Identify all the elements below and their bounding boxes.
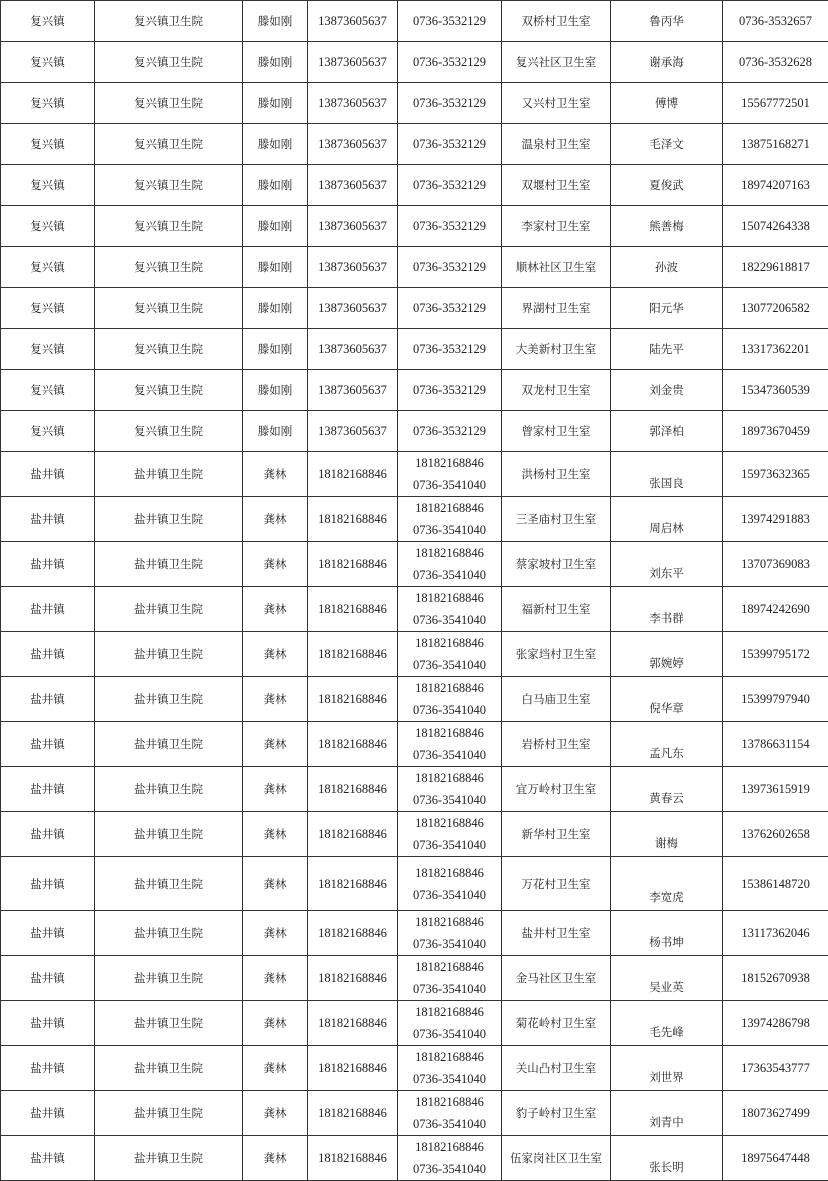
director-cell: 龚林: [243, 632, 308, 677]
town-cell: 复兴镇: [1, 370, 95, 411]
town-cell: 盐井镇: [1, 587, 95, 632]
director-cell: 滕如刚: [243, 42, 308, 83]
director-cell: 龚林: [243, 542, 308, 587]
doctor-name-cell: 鲁丙华: [611, 1, 723, 42]
landline-line: 0736-3541040: [398, 1113, 501, 1135]
doctor-name-cell: 孟凡东: [611, 722, 723, 767]
doctor-name-cell: 吴业英: [611, 956, 723, 1001]
hospital-cell: 复兴镇卫生院: [95, 247, 243, 288]
hospital-phone-cell: 0736-3532129: [398, 329, 502, 370]
director-mobile-cell: 18182168846: [308, 812, 398, 857]
director-cell: 龚林: [243, 722, 308, 767]
doctor-name-cell: 杨书坤: [611, 911, 723, 956]
clinic-phone-cell: 18975647448: [723, 1136, 828, 1181]
director-mobile-cell: 13873605637: [308, 42, 398, 83]
town-cell: 盐井镇: [1, 1046, 95, 1091]
clinic-phone-cell: 15347360539: [723, 370, 828, 411]
director-cell: 滕如刚: [243, 370, 308, 411]
director-cell: 龚林: [243, 497, 308, 542]
director-cell: 龚林: [243, 452, 308, 497]
hospital-cell: 盐井镇卫生院: [95, 677, 243, 722]
director-mobile-cell: 18182168846: [308, 632, 398, 677]
clinic-name-cell: 福新村卫生室: [502, 587, 611, 632]
mobile-line: 18182168846: [398, 812, 501, 834]
table-row: [1, 497, 828, 542]
town-cell: 盐井镇: [1, 452, 95, 497]
mobile-line: 18182168846: [398, 1136, 501, 1158]
hospital-phone-cell: [398, 497, 502, 542]
director-mobile-cell: 18182168846: [308, 497, 398, 542]
table-row: [1, 812, 828, 857]
hospital-cell: 盐井镇卫生院: [95, 911, 243, 956]
hospital-phone-cell: [398, 542, 502, 587]
town-cell: 盐井镇: [1, 632, 95, 677]
town-cell: 盐井镇: [1, 812, 95, 857]
town-cell: 复兴镇: [1, 247, 95, 288]
hospital-phone-cell: 0736-3532129: [398, 206, 502, 247]
table-row: [1, 722, 828, 767]
clinic-phone-cell: 18974242690: [723, 587, 828, 632]
clinic-name-cell: 又兴村卫生室: [502, 83, 611, 124]
director-cell: 龚林: [243, 1046, 308, 1091]
clinic-phone-cell: 13117362046: [723, 911, 828, 956]
landline-line: 0736-3541040: [398, 884, 501, 906]
table-row: [1, 911, 828, 956]
hospital-phone-cell: 0736-3532129: [398, 165, 502, 206]
director-mobile-cell: 13873605637: [308, 288, 398, 329]
clinic-phone-cell: 13875168271: [723, 124, 828, 165]
landline-line: 0736-3541040: [398, 834, 501, 856]
town-cell: 复兴镇: [1, 206, 95, 247]
town-cell: 复兴镇: [1, 1, 95, 42]
hospital-cell: 盐井镇卫生院: [95, 857, 243, 911]
director-cell: 滕如刚: [243, 206, 308, 247]
doctor-name-cell: 李书群: [611, 587, 723, 632]
clinic-name-cell: 曾家村卫生室: [502, 411, 611, 452]
table-row: [1, 587, 828, 632]
doctor-name-cell: 郭泽柏: [611, 411, 723, 452]
director-cell: 龚林: [243, 956, 308, 1001]
clinic-phone-cell: 15973632365: [723, 452, 828, 497]
hospital-phone-cell: [398, 1091, 502, 1136]
clinic-name-cell: 伍家岗社区卫生室: [502, 1136, 611, 1181]
hospital-cell: 盐井镇卫生院: [95, 632, 243, 677]
clinic-phone-cell: 13974291883: [723, 497, 828, 542]
clinic-phone-cell: 13974286798: [723, 1001, 828, 1046]
hospital-cell: 盐井镇卫生院: [95, 1001, 243, 1046]
hospital-phone-cell: 0736-3532129: [398, 411, 502, 452]
clinic-phone-cell: 17363543777: [723, 1046, 828, 1091]
landline-line: 0736-3541040: [398, 699, 501, 721]
table-row: [1, 1136, 828, 1181]
director-mobile-cell: 18182168846: [308, 1091, 398, 1136]
director-mobile-cell: 18182168846: [308, 911, 398, 956]
hospital-phone-cell: [398, 1001, 502, 1046]
clinic-phone-cell: 15399797940: [723, 677, 828, 722]
director-cell: 滕如刚: [243, 411, 308, 452]
clinic-phone-cell: 13762602658: [723, 812, 828, 857]
clinic-phone-cell: 13707369083: [723, 542, 828, 587]
table-row: [1, 767, 828, 812]
doctor-name-cell: 刘金贵: [611, 370, 723, 411]
clinic-name-cell: 万花村卫生室: [502, 857, 611, 911]
director-cell: 龚林: [243, 1091, 308, 1136]
hospital-phone-cell: 0736-3532129: [398, 83, 502, 124]
landline-line: 0736-3541040: [398, 1158, 501, 1180]
clinic-phone-cell: 13973615919: [723, 767, 828, 812]
table-row: [1, 1091, 828, 1136]
hospital-cell: 复兴镇卫生院: [95, 288, 243, 329]
landline-line: 0736-3541040: [398, 474, 501, 496]
hospital-cell: 复兴镇卫生院: [95, 329, 243, 370]
director-mobile-cell: 13873605637: [308, 206, 398, 247]
mobile-line: 18182168846: [398, 956, 501, 978]
landline-line: 0736-3541040: [398, 609, 501, 631]
hospital-phone-cell: [398, 1046, 502, 1091]
town-cell: 盐井镇: [1, 956, 95, 1001]
table-row: [1, 452, 828, 497]
director-cell: 滕如刚: [243, 165, 308, 206]
director-mobile-cell: 18182168846: [308, 587, 398, 632]
table-row: [1, 370, 828, 411]
doctor-name-cell: 刘青中: [611, 1091, 723, 1136]
hospital-cell: 盐井镇卫生院: [95, 587, 243, 632]
clinic-phone-cell: 18073627499: [723, 1091, 828, 1136]
hospital-cell: 盐井镇卫生院: [95, 956, 243, 1001]
director-mobile-cell: 13873605637: [308, 370, 398, 411]
doctor-name-cell: 傅博: [611, 83, 723, 124]
table-row: [1, 206, 828, 247]
hospital-phone-cell: [398, 587, 502, 632]
table-row: [1, 247, 828, 288]
director-cell: 滕如刚: [243, 247, 308, 288]
director-mobile-cell: 18182168846: [308, 542, 398, 587]
director-mobile-cell: 13873605637: [308, 83, 398, 124]
mobile-line: 18182168846: [398, 911, 501, 933]
director-cell: 滕如刚: [243, 1, 308, 42]
hospital-cell: 盐井镇卫生院: [95, 542, 243, 587]
landline-line: 0736-3541040: [398, 933, 501, 955]
table-row: [1, 956, 828, 1001]
clinic-name-cell: 双堰村卫生室: [502, 165, 611, 206]
clinic-name-cell: 温泉村卫生室: [502, 124, 611, 165]
doctor-name-cell: 夏俊武: [611, 165, 723, 206]
doctor-name-cell: 张国良: [611, 452, 723, 497]
hospital-phone-cell: [398, 1136, 502, 1181]
mobile-line: 18182168846: [398, 677, 501, 699]
clinic-name-cell: 双桥村卫生室: [502, 1, 611, 42]
clinic-name-cell: 豹子岭村卫生室: [502, 1091, 611, 1136]
hospital-phone-cell: 0736-3532129: [398, 42, 502, 83]
landline-line: 0736-3541040: [398, 1068, 501, 1090]
director-cell: 龚林: [243, 1136, 308, 1181]
town-cell: 盐井镇: [1, 1091, 95, 1136]
hospital-cell: 盐井镇卫生院: [95, 812, 243, 857]
director-mobile-cell: 18182168846: [308, 857, 398, 911]
director-mobile-cell: 18182168846: [308, 452, 398, 497]
director-cell: 龚林: [243, 767, 308, 812]
landline-line: 0736-3541040: [398, 519, 501, 541]
mobile-line: 18182168846: [398, 452, 501, 474]
hospital-cell: 复兴镇卫生院: [95, 42, 243, 83]
mobile-line: 18182168846: [398, 542, 501, 564]
landline-line: 0736-3541040: [398, 564, 501, 586]
town-cell: 盐井镇: [1, 1001, 95, 1046]
hospital-phone-cell: [398, 956, 502, 1001]
doctor-name-cell: 刘世界: [611, 1046, 723, 1091]
director-mobile-cell: 18182168846: [308, 677, 398, 722]
director-mobile-cell: 18182168846: [308, 956, 398, 1001]
hospital-cell: 盐井镇卫生院: [95, 497, 243, 542]
doctor-name-cell: 张长明: [611, 1136, 723, 1181]
mobile-line: 18182168846: [398, 497, 501, 519]
director-mobile-cell: 18182168846: [308, 722, 398, 767]
doctor-name-cell: 陆先平: [611, 329, 723, 370]
town-cell: 盐井镇: [1, 911, 95, 956]
hospital-phone-cell: 0736-3532129: [398, 1, 502, 42]
director-cell: 滕如刚: [243, 329, 308, 370]
mobile-line: 18182168846: [398, 722, 501, 744]
town-cell: 盐井镇: [1, 677, 95, 722]
clinic-name-cell: 三圣庙村卫生室: [502, 497, 611, 542]
table-row: [1, 288, 828, 329]
table-row: [1, 83, 828, 124]
table-row: [1, 1, 828, 42]
clinic-phone-cell: 15074264338: [723, 206, 828, 247]
hospital-cell: 复兴镇卫生院: [95, 411, 243, 452]
clinic-phone-cell: 0736-3532657: [723, 1, 828, 42]
hospital-cell: 盐井镇卫生院: [95, 1136, 243, 1181]
director-mobile-cell: 13873605637: [308, 165, 398, 206]
hospital-cell: 复兴镇卫生院: [95, 370, 243, 411]
hospital-cell: 盐井镇卫生院: [95, 722, 243, 767]
doctor-name-cell: 黄春云: [611, 767, 723, 812]
hospital-cell: 盐井镇卫生院: [95, 1091, 243, 1136]
clinic-name-cell: 蔡家坡村卫生室: [502, 542, 611, 587]
hospital-cell: 复兴镇卫生院: [95, 165, 243, 206]
doctor-name-cell: 谢承海: [611, 42, 723, 83]
clinic-name-cell: 顺林社区卫生室: [502, 247, 611, 288]
clinic-phone-cell: 18973670459: [723, 411, 828, 452]
town-cell: 盐井镇: [1, 767, 95, 812]
table-row: [1, 411, 828, 452]
clinic-phone-cell: 15399795172: [723, 632, 828, 677]
director-mobile-cell: 13873605637: [308, 1, 398, 42]
director-mobile-cell: 13873605637: [308, 247, 398, 288]
mobile-line: 18182168846: [398, 587, 501, 609]
table-row: [1, 542, 828, 587]
mobile-line: 18182168846: [398, 1046, 501, 1068]
doctor-name-cell: 周启林: [611, 497, 723, 542]
doctor-name-cell: 孙波: [611, 247, 723, 288]
director-mobile-cell: 13873605637: [308, 411, 398, 452]
landline-line: 0736-3541040: [398, 744, 501, 766]
director-cell: 龚林: [243, 587, 308, 632]
mobile-line: 18182168846: [398, 1001, 501, 1023]
clinic-name-cell: 新华村卫生室: [502, 812, 611, 857]
mobile-line: 18182168846: [398, 862, 501, 884]
clinic-name-cell: 界湖村卫生室: [502, 288, 611, 329]
town-cell: 盐井镇: [1, 497, 95, 542]
director-cell: 滕如刚: [243, 288, 308, 329]
clinic-name-cell: 岩桥村卫生室: [502, 722, 611, 767]
hospital-cell: 复兴镇卫生院: [95, 206, 243, 247]
clinic-phone-cell: 13317362201: [723, 329, 828, 370]
town-cell: 复兴镇: [1, 329, 95, 370]
director-mobile-cell: 13873605637: [308, 124, 398, 165]
hospital-phone-cell: [398, 857, 502, 911]
hospital-phone-cell: [398, 632, 502, 677]
doctor-name-cell: 熊善梅: [611, 206, 723, 247]
table-row: [1, 165, 828, 206]
clinic-name-cell: 大美新村卫生室: [502, 329, 611, 370]
landline-line: 0736-3541040: [398, 654, 501, 676]
director-cell: 龚林: [243, 857, 308, 911]
table-row: [1, 632, 828, 677]
hospital-phone-cell: 0736-3532129: [398, 247, 502, 288]
table-row: [1, 1001, 828, 1046]
table-row: [1, 857, 828, 911]
clinic-phone-cell: 13786631154: [723, 722, 828, 767]
hospital-phone-cell: [398, 812, 502, 857]
doctor-name-cell: 谢梅: [611, 812, 723, 857]
hospital-cell: 复兴镇卫生院: [95, 124, 243, 165]
doctor-name-cell: 刘东平: [611, 542, 723, 587]
table-row: [1, 329, 828, 370]
clinic-name-cell: 双龙村卫生室: [502, 370, 611, 411]
hospital-cell: 盐井镇卫生院: [95, 767, 243, 812]
director-cell: 龚林: [243, 911, 308, 956]
town-cell: 盐井镇: [1, 857, 95, 911]
director-mobile-cell: 13873605637: [308, 329, 398, 370]
doctor-name-cell: 李宽虎: [611, 857, 723, 911]
director-cell: 龚林: [243, 812, 308, 857]
clinic-phone-cell: 15386148720: [723, 857, 828, 911]
town-cell: 复兴镇: [1, 165, 95, 206]
town-cell: 复兴镇: [1, 83, 95, 124]
hospital-phone-cell: [398, 677, 502, 722]
table-body: [1, 1, 828, 1181]
director-mobile-cell: 18182168846: [308, 1046, 398, 1091]
clinic-name-cell: 白马庙卫生室: [502, 677, 611, 722]
clinic-name-cell: 关山凸村卫生室: [502, 1046, 611, 1091]
clinic-phone-cell: 13077206582: [723, 288, 828, 329]
hospital-phone-cell: 0736-3532129: [398, 288, 502, 329]
clinic-name-cell: 复兴社区卫生室: [502, 42, 611, 83]
table-row: [1, 124, 828, 165]
landline-line: 0736-3541040: [398, 978, 501, 1000]
clinic-name-cell: 盐井村卫生室: [502, 911, 611, 956]
landline-line: 0736-3541040: [398, 1023, 501, 1045]
director-cell: 滕如刚: [243, 124, 308, 165]
doctor-name-cell: 倪华章: [611, 677, 723, 722]
mobile-line: 18182168846: [398, 632, 501, 654]
clinic-name-cell: 菊花岭村卫生室: [502, 1001, 611, 1046]
landline-line: 0736-3541040: [398, 789, 501, 811]
mobile-line: 18182168846: [398, 1091, 501, 1113]
hospital-cell: 复兴镇卫生院: [95, 83, 243, 124]
mobile-line: 18182168846: [398, 767, 501, 789]
table-row: [1, 677, 828, 722]
town-cell: 复兴镇: [1, 288, 95, 329]
director-cell: 龚林: [243, 1001, 308, 1046]
town-cell: 复兴镇: [1, 124, 95, 165]
doctor-name-cell: 毛先峰: [611, 1001, 723, 1046]
clinic-name-cell: 洪杨村卫生室: [502, 452, 611, 497]
director-mobile-cell: 18182168846: [308, 767, 398, 812]
clinic-phone-cell: 18229618817: [723, 247, 828, 288]
director-mobile-cell: 18182168846: [308, 1001, 398, 1046]
hospital-phone-cell: [398, 452, 502, 497]
clinic-name-cell: 宜万岭村卫生室: [502, 767, 611, 812]
table-row: [1, 42, 828, 83]
hospital-phone-cell: [398, 767, 502, 812]
town-cell: 盐井镇: [1, 1136, 95, 1181]
town-cell: 复兴镇: [1, 411, 95, 452]
hospital-cell: 盐井镇卫生院: [95, 452, 243, 497]
table-row: [1, 1046, 828, 1091]
town-cell: 复兴镇: [1, 42, 95, 83]
clinic-name-cell: 张家垱村卫生室: [502, 632, 611, 677]
hospital-phone-cell: 0736-3532129: [398, 124, 502, 165]
director-cell: 滕如刚: [243, 83, 308, 124]
clinic-name-cell: 李家村卫生室: [502, 206, 611, 247]
hospital-cell: 盐井镇卫生院: [95, 1046, 243, 1091]
clinic-phone-cell: 15567772501: [723, 83, 828, 124]
town-cell: 盐井镇: [1, 722, 95, 767]
clinic-phone-cell: 18152670938: [723, 956, 828, 1001]
director-cell: 龚林: [243, 677, 308, 722]
hospital-cell: 复兴镇卫生院: [95, 1, 243, 42]
clinic-name-cell: 金马社区卫生室: [502, 956, 611, 1001]
hospital-phone-cell: 0736-3532129: [398, 370, 502, 411]
town-cell: 盐井镇: [1, 542, 95, 587]
hospital-phone-cell: [398, 722, 502, 767]
director-mobile-cell: 18182168846: [308, 1136, 398, 1181]
clinic-phone-cell: 18974207163: [723, 165, 828, 206]
doctor-name-cell: 阳元华: [611, 288, 723, 329]
clinic-phone-cell: 0736-3532628: [723, 42, 828, 83]
doctor-name-cell: 郭婉婷: [611, 632, 723, 677]
doctor-name-cell: 毛泽文: [611, 124, 723, 165]
hospital-phone-cell: [398, 911, 502, 956]
